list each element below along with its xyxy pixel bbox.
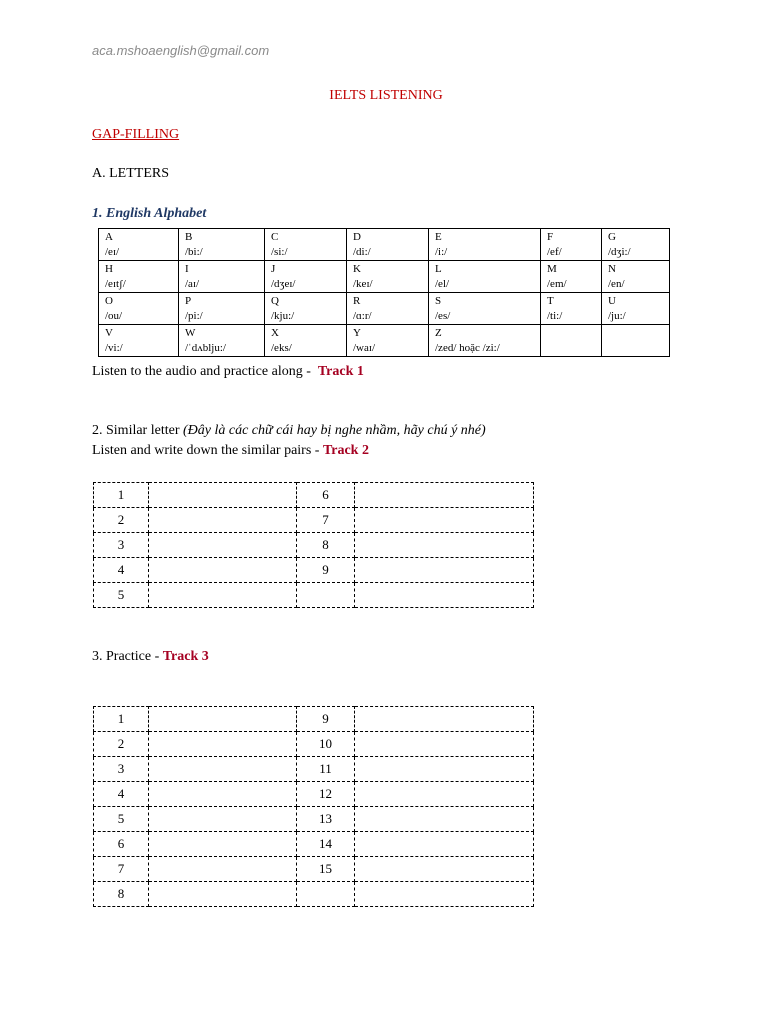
- alphabet-letter: A: [105, 231, 113, 243]
- alphabet-phonetic: /eks/: [271, 342, 292, 354]
- alphabet-cell: [429, 229, 541, 261]
- answer-row: [94, 782, 534, 807]
- answer-blank-cell[interactable]: [149, 583, 297, 608]
- alphabet-phonetic: /i:/: [435, 246, 448, 258]
- track2-label[interactable]: Track 2: [322, 443, 369, 458]
- answer-row: [94, 533, 534, 558]
- alphabet-cell: [265, 261, 347, 293]
- page-title: IELTS LISTENING: [329, 88, 443, 103]
- track3-label[interactable]: Track 3: [162, 649, 209, 664]
- alphabet-phonetic: /es/: [435, 310, 451, 322]
- answer-row: [94, 707, 534, 732]
- track1-instruction: Listen to the audio and practice along -: [92, 364, 311, 379]
- alphabet-phonetic: /vi:/: [105, 342, 123, 354]
- alphabet-letter: H: [105, 263, 113, 275]
- alphabet-letter: E: [435, 231, 442, 243]
- answer-row: [94, 583, 534, 608]
- answer-number-cell: 6: [297, 483, 355, 508]
- answer-row: [94, 732, 534, 757]
- answer-number-cell: [297, 583, 355, 608]
- alphabet-cell: [99, 229, 179, 261]
- alphabet-phonetic: /waɪ/: [353, 342, 375, 354]
- answer-blank-cell[interactable]: [149, 707, 297, 732]
- alphabet-row: [99, 293, 670, 325]
- part-a-heading: A. LETTERS: [92, 166, 169, 181]
- answer-row: [94, 857, 534, 882]
- alphabet-phonetic: /em/: [547, 278, 567, 290]
- answer-blank-cell[interactable]: [355, 732, 534, 757]
- alphabet-letter: R: [353, 295, 361, 307]
- alphabet-cell: [429, 293, 541, 325]
- answer-number-cell: 10: [297, 732, 355, 757]
- alphabet-cell: [429, 261, 541, 293]
- answer-blank-cell[interactable]: [355, 558, 534, 583]
- alphabet-letter: L: [435, 263, 442, 275]
- alphabet-heading: 1. English Alphabet: [92, 206, 207, 221]
- alphabet-phonetic: /kju:/: [271, 310, 295, 322]
- alphabet-cell: [602, 293, 670, 325]
- answer-number-cell: 1: [94, 707, 149, 732]
- answer-blank-cell[interactable]: [149, 558, 297, 583]
- answer-number-cell: 4: [94, 558, 149, 583]
- alphabet-letter: O: [105, 295, 113, 307]
- alphabet-letter: W: [185, 327, 196, 339]
- alphabet-cell: [179, 229, 265, 261]
- similar-heading-line: [92, 423, 486, 439]
- answer-row: [94, 832, 534, 857]
- answer-blank-cell[interactable]: [149, 508, 297, 533]
- alphabet-phonetic: /keɪ/: [353, 278, 373, 290]
- alphabet-table: [98, 228, 670, 357]
- alphabet-letter: Q: [271, 295, 279, 307]
- alphabet-phonetic: /zed/ hoặc /zi:/: [435, 342, 500, 354]
- answer-number-cell: 5: [94, 807, 149, 832]
- similar-answer-table: [93, 482, 534, 608]
- answer-number-cell: 8: [94, 882, 149, 907]
- answer-blank-cell[interactable]: [149, 483, 297, 508]
- answer-number-cell: 7: [94, 857, 149, 882]
- alphabet-cell: [602, 325, 670, 357]
- alphabet-phonetic: /eɪ/: [105, 246, 120, 258]
- similar-heading: 2. Similar letter: [92, 423, 180, 438]
- alphabet-phonetic: /ju:/: [608, 310, 626, 322]
- answer-blank-cell[interactable]: [355, 583, 534, 608]
- answer-row: [94, 882, 534, 907]
- answer-number-cell: 8: [297, 533, 355, 558]
- practice-heading: 3. Practice -: [92, 649, 160, 664]
- track1-line: [92, 364, 364, 380]
- alphabet-cell: [602, 261, 670, 293]
- alphabet-cell: [99, 261, 179, 293]
- alphabet-cell: [179, 261, 265, 293]
- answer-number-cell: 5: [94, 583, 149, 608]
- track1-label[interactable]: Track 1: [317, 364, 364, 379]
- alphabet-letter: K: [353, 263, 361, 275]
- answer-blank-cell[interactable]: [355, 508, 534, 533]
- alphabet-letter: T: [547, 295, 554, 307]
- answer-number-cell: 13: [297, 807, 355, 832]
- alphabet-phonetic: /ou/: [105, 310, 123, 322]
- answer-number-cell: 9: [297, 707, 355, 732]
- alphabet-letter: Z: [435, 327, 442, 339]
- alphabet-phonetic: /aɪ/: [185, 278, 200, 290]
- alphabet-cell: [265, 229, 347, 261]
- header-email: aca.mshoaenglish@gmail.com: [92, 43, 270, 58]
- answer-blank-cell[interactable]: [149, 807, 297, 832]
- alphabet-cell: [99, 293, 179, 325]
- answer-blank-cell[interactable]: [355, 757, 534, 782]
- alphabet-cell: [541, 293, 602, 325]
- answer-row: [94, 757, 534, 782]
- alphabet-cell: [179, 293, 265, 325]
- answer-blank-cell[interactable]: [355, 857, 534, 882]
- answer-blank-cell[interactable]: [149, 857, 297, 882]
- answer-number-cell: 2: [94, 732, 149, 757]
- alphabet-letter: U: [608, 295, 616, 307]
- alphabet-letter: D: [353, 231, 361, 243]
- alphabet-cell: [99, 325, 179, 357]
- alphabet-cell: [265, 325, 347, 357]
- alphabet-cell: [179, 325, 265, 357]
- alphabet-cell: [347, 325, 429, 357]
- alphabet-phonetic: /pi:/: [185, 310, 203, 322]
- answer-number-cell: 1: [94, 483, 149, 508]
- answer-blank-cell[interactable]: [355, 707, 534, 732]
- answer-blank-cell[interactable]: [355, 807, 534, 832]
- answer-number-cell: [297, 882, 355, 907]
- answer-number-cell: 12: [297, 782, 355, 807]
- alphabet-phonetic: /dʒi:/: [608, 246, 631, 258]
- answer-blank-cell[interactable]: [149, 732, 297, 757]
- answer-blank-cell[interactable]: [149, 782, 297, 807]
- alphabet-row: [99, 325, 670, 357]
- alphabet-phonetic: /ti:/: [547, 310, 563, 322]
- answer-blank-cell[interactable]: [149, 832, 297, 857]
- alphabet-phonetic: /di:/: [353, 246, 371, 258]
- answer-blank-cell[interactable]: [355, 533, 534, 558]
- practice-answer-table: [93, 706, 534, 907]
- alphabet-cell: [265, 293, 347, 325]
- alphabet-letter: Y: [353, 327, 361, 339]
- alphabet-phonetic: /bi:/: [185, 246, 203, 258]
- alphabet-letter: V: [105, 327, 113, 339]
- alphabet-cell: [347, 261, 429, 293]
- answer-row: [94, 483, 534, 508]
- answer-blank-cell[interactable]: [149, 533, 297, 558]
- alphabet-phonetic: /si:/: [271, 246, 288, 258]
- answer-row: [94, 807, 534, 832]
- alphabet-cell: [347, 229, 429, 261]
- alphabet-letter: J: [271, 263, 276, 275]
- alphabet-row: [99, 229, 670, 261]
- alphabet-letter: N: [608, 263, 616, 275]
- alphabet-letter: P: [185, 295, 192, 307]
- answer-number-cell: 15: [297, 857, 355, 882]
- alphabet-cell: [541, 325, 602, 357]
- answer-row: [94, 508, 534, 533]
- answer-row: [94, 558, 534, 583]
- answer-number-cell: 11: [297, 757, 355, 782]
- track2-line: [92, 443, 369, 459]
- answer-number-cell: 2: [94, 508, 149, 533]
- alphabet-letter: X: [271, 327, 279, 339]
- alphabet-letter: M: [547, 263, 557, 275]
- alphabet-phonetic: /en/: [608, 278, 625, 290]
- answer-number-cell: 4: [94, 782, 149, 807]
- alphabet-cell: [429, 325, 541, 357]
- alphabet-letter: S: [435, 295, 442, 307]
- answer-blank-cell[interactable]: [355, 882, 534, 907]
- alphabet-phonetic: /ˈdʌblju:/: [185, 342, 226, 354]
- section-title: GAP-FILLING: [92, 127, 180, 142]
- answer-number-cell: 9: [297, 558, 355, 583]
- answer-number-cell: 3: [94, 757, 149, 782]
- answer-number-cell: 3: [94, 533, 149, 558]
- alphabet-cell: [541, 261, 602, 293]
- answer-number-cell: 7: [297, 508, 355, 533]
- answer-number-cell: 6: [94, 832, 149, 857]
- answer-blank-cell[interactable]: [149, 882, 297, 907]
- answer-number-cell: 14: [297, 832, 355, 857]
- answer-blank-cell[interactable]: [355, 832, 534, 857]
- answer-blank-cell[interactable]: [355, 782, 534, 807]
- alphabet-cell: [541, 229, 602, 261]
- alphabet-phonetic: /ef/: [547, 246, 562, 258]
- alphabet-phonetic: /ɑ:r/: [353, 310, 372, 322]
- alphabet-row: [99, 261, 670, 293]
- alphabet-letter: B: [185, 231, 193, 243]
- alphabet-cell: [347, 293, 429, 325]
- practice-heading-line: [92, 649, 209, 665]
- alphabet-phonetic: /dʒeɪ/: [271, 278, 296, 290]
- alphabet-phonetic: /eɪtʃ/: [105, 278, 126, 290]
- alphabet-letter: C: [271, 231, 279, 243]
- alphabet-cell: [602, 229, 670, 261]
- track2-instruction: Listen and write down the similar pairs -: [92, 443, 320, 458]
- answer-blank-cell[interactable]: [355, 483, 534, 508]
- alphabet-letter: F: [547, 231, 554, 243]
- alphabet-phonetic: /el/: [435, 278, 450, 290]
- alphabet-letter: G: [608, 231, 616, 243]
- answer-blank-cell[interactable]: [149, 757, 297, 782]
- similar-note: (Đây là các chữ cái hay bị nghe nhầm, hãy chú ý nhé): [182, 423, 486, 438]
- alphabet-letter: I: [185, 263, 189, 275]
